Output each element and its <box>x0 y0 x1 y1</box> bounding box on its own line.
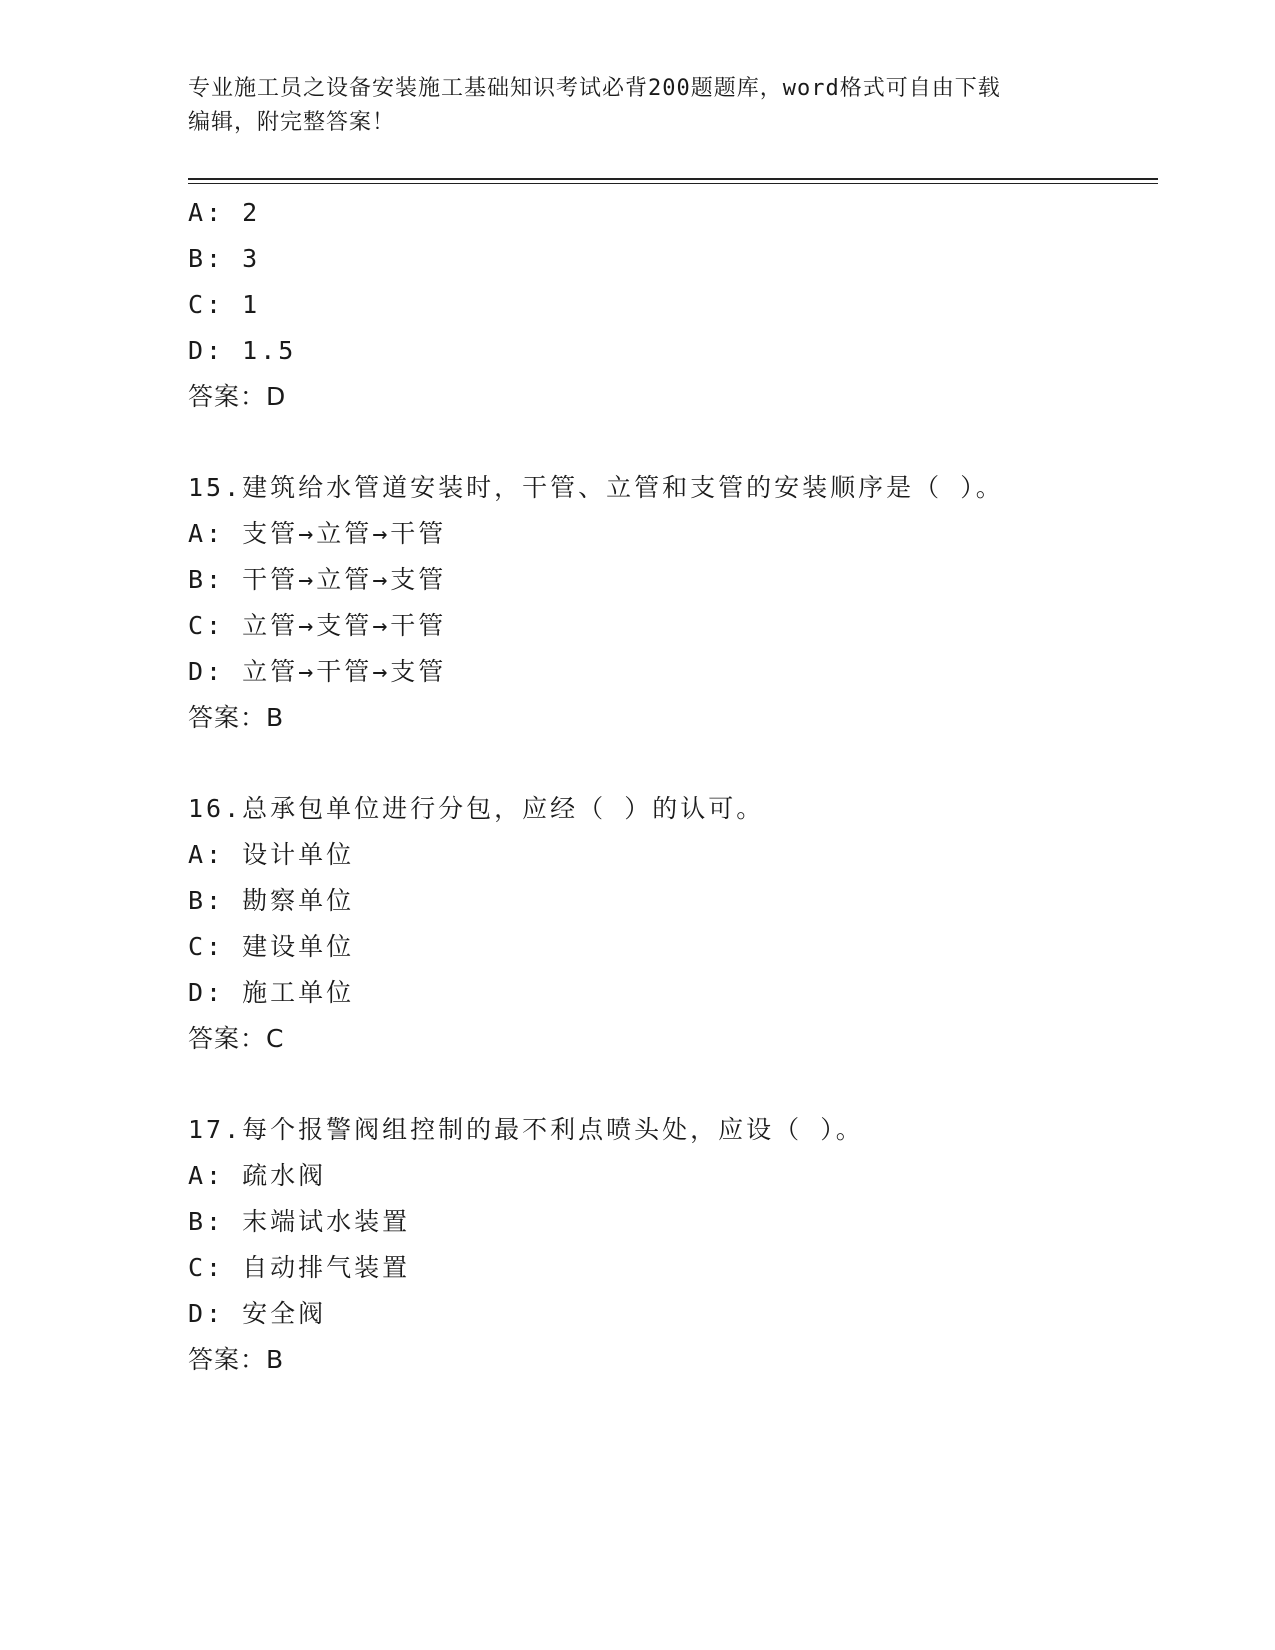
question-block-continued <box>188 190 1158 420</box>
option-b: B: 勘察单位 <box>188 886 355 915</box>
question-text: 17.每个报警阀组控制的最不利点喷头处，应设（ ）。 <box>188 1115 864 1144</box>
spacer <box>188 741 1158 786</box>
option-a: A: 支管→立管→干管 <box>188 519 447 548</box>
option-d: D: 1.5 <box>188 336 297 365</box>
question-text: 15.建筑给水管道安装时，干管、立管和支管的安装顺序是（ ）。 <box>188 473 1004 502</box>
document-header <box>188 72 1088 140</box>
option-a: A: 疏水阀 <box>188 1161 327 1190</box>
option-c: C: 1 <box>188 290 261 319</box>
option-d: D: 安全阀 <box>188 1299 327 1328</box>
question-block-17 <box>188 1107 1158 1383</box>
option-b: B: 3 <box>188 244 261 273</box>
option-a: A: 设计单位 <box>188 840 355 869</box>
option-d: D: 立管→干管→支管 <box>188 657 447 686</box>
header-divider-thick <box>188 178 1158 180</box>
option-c: C: 自动排气装置 <box>188 1253 411 1282</box>
header-divider-thin <box>188 183 1158 184</box>
question-block-15 <box>188 465 1158 741</box>
question-list <box>188 190 1158 1383</box>
option-d: D: 施工单位 <box>188 978 355 1007</box>
spacer <box>188 420 1158 465</box>
question-text: 16.总承包单位进行分包，应经（ ）的认可。 <box>188 794 765 823</box>
option-c: C: 建设单位 <box>188 932 355 961</box>
question-block-16 <box>188 786 1158 1062</box>
answer-line: 答案：B <box>188 703 285 732</box>
option-c: C: 立管→支管→干管 <box>188 611 447 640</box>
option-b: B: 干管→立管→支管 <box>188 565 447 594</box>
answer-line: 答案：B <box>188 1345 285 1374</box>
option-a: A: 2 <box>188 198 261 227</box>
spacer <box>188 1062 1158 1107</box>
answer-line: 答案：C <box>188 1024 285 1053</box>
answer-line: 答案：D <box>188 382 287 411</box>
header-line-1: 专业施工员之设备安装施工基础知识考试必背200题题库，word格式可自由下载 <box>188 76 1001 101</box>
header-line-2: 编辑，附完整答案！ <box>188 110 396 135</box>
option-b: B: 末端试水装置 <box>188 1207 411 1236</box>
